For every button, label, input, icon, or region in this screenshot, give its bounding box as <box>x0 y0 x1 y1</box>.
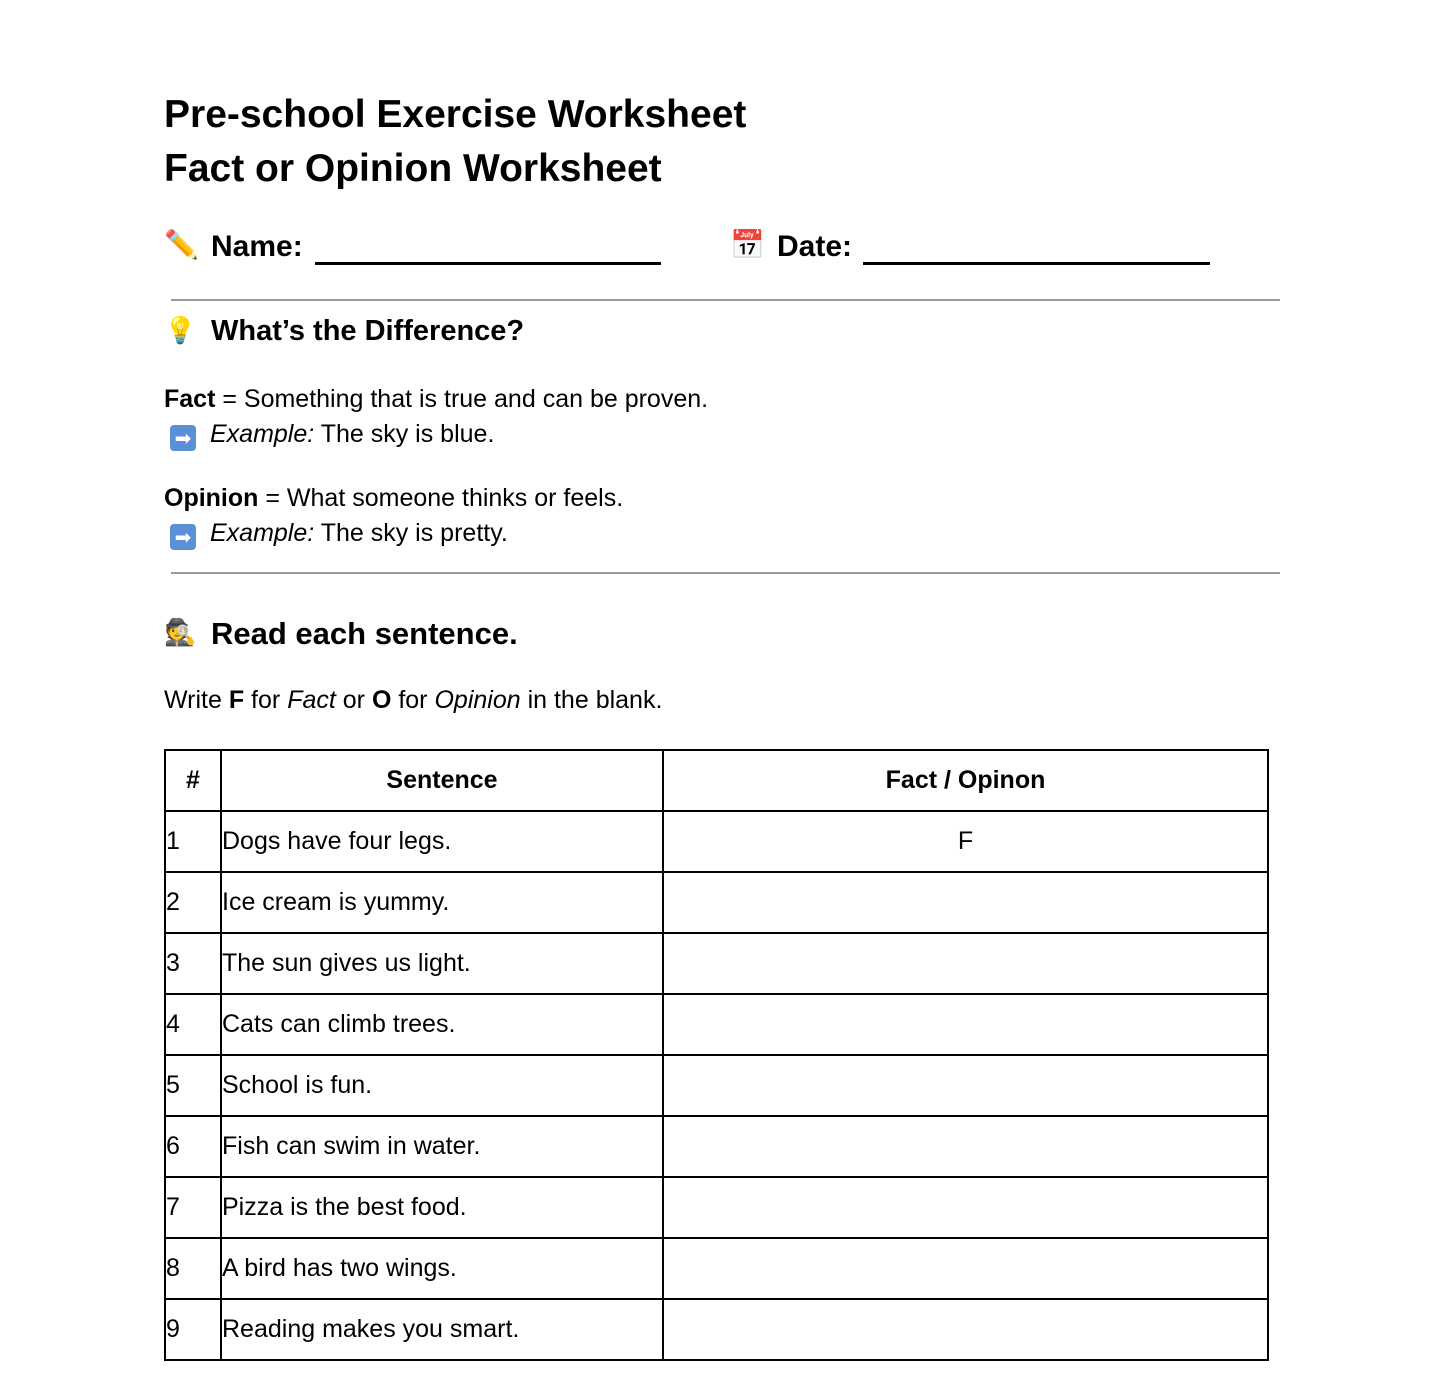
instr-text: for <box>244 686 288 714</box>
row-number: 8 <box>165 1238 221 1299</box>
row-number: 1 <box>165 811 221 872</box>
row-number: 6 <box>165 1116 221 1177</box>
row-answer-cell[interactable] <box>663 1177 1268 1238</box>
row-sentence: Ice cream is yummy. <box>221 872 663 933</box>
divider <box>171 299 1280 301</box>
instr-o: O <box>371 686 392 714</box>
example-label: Example: <box>210 420 315 448</box>
pencil-icon: ✏️ <box>164 229 199 260</box>
instructions <box>164 686 662 715</box>
title-line-2: Fact or Opinion Worksheet <box>164 147 662 190</box>
fact-definition-text: = Something that is true and can be proven. <box>215 385 709 413</box>
row-sentence: Pizza is the best food. <box>221 1177 663 1238</box>
row-sentence: A bird has two wings. <box>221 1238 663 1299</box>
table-row <box>165 872 1268 933</box>
table-row <box>165 811 1268 872</box>
table-row <box>165 1116 1268 1177</box>
right-arrow-icon: ➡ <box>170 524 196 550</box>
opinion-example-text: The sky is pretty. <box>314 519 508 547</box>
row-answer-cell[interactable] <box>663 872 1268 933</box>
detective-icon: 🕵️ <box>164 617 197 647</box>
column-header-number: # <box>165 750 221 811</box>
row-number: 2 <box>165 872 221 933</box>
table-row <box>165 994 1268 1055</box>
date-label: Date: <box>777 230 853 263</box>
row-number: 4 <box>165 994 221 1055</box>
row-sentence: The sun gives us light. <box>221 933 663 994</box>
opinion-example <box>164 519 508 550</box>
name-date-row <box>164 226 1284 270</box>
table-row <box>165 1299 1268 1360</box>
fact-definition <box>164 385 708 414</box>
table-row <box>165 1177 1268 1238</box>
sentence-table <box>164 749 1269 1361</box>
fact-example <box>164 420 494 451</box>
row-sentence: Cats can climb trees. <box>221 994 663 1055</box>
row-answer-cell[interactable] <box>663 994 1268 1055</box>
row-sentence: Reading makes you smart. <box>221 1299 663 1360</box>
row-answer-cell[interactable] <box>663 933 1268 994</box>
column-header-sentence: Sentence <box>221 750 663 811</box>
table-row <box>165 933 1268 994</box>
title-line-1: Pre-school Exercise Worksheet <box>164 93 747 136</box>
calendar-icon: 📅 <box>730 229 765 260</box>
row-answer-cell[interactable] <box>663 1055 1268 1116</box>
right-arrow-icon: ➡ <box>170 425 196 451</box>
row-answer-cell[interactable]: F <box>663 811 1268 872</box>
fact-example-text: The sky is blue. <box>314 420 495 448</box>
date-blank[interactable] <box>863 262 1210 265</box>
opinion-term: Opinion <box>164 484 259 512</box>
row-sentence: School is fun. <box>221 1055 663 1116</box>
table-row <box>165 1055 1268 1116</box>
row-answer-cell[interactable] <box>663 1238 1268 1299</box>
row-answer-cell[interactable] <box>663 1116 1268 1177</box>
light-bulb-icon: 💡 <box>164 315 197 345</box>
opinion-definition-text: = What someone thinks or feels. <box>258 484 624 512</box>
instr-text: for <box>391 686 435 714</box>
row-number: 7 <box>165 1177 221 1238</box>
instr-text: Write <box>164 686 229 714</box>
name-label: Name: <box>211 230 303 263</box>
instr-fact: Fact <box>287 686 336 714</box>
column-header-answer: Fact / Opinon <box>663 750 1268 811</box>
exercise-heading: Read each sentence. <box>211 616 518 651</box>
difference-heading: What’s the Difference? <box>211 315 525 347</box>
row-number: 9 <box>165 1299 221 1360</box>
table-row <box>165 1238 1268 1299</box>
name-blank[interactable] <box>315 262 661 265</box>
divider <box>171 572 1280 574</box>
row-sentence: Dogs have four legs. <box>221 811 663 872</box>
page-title <box>164 88 746 196</box>
row-number: 5 <box>165 1055 221 1116</box>
instr-text: or <box>335 686 372 714</box>
opinion-definition <box>164 484 623 513</box>
table-header-row <box>165 750 1268 811</box>
row-sentence: Fish can swim in water. <box>221 1116 663 1177</box>
fact-term: Fact <box>164 385 216 413</box>
row-number: 3 <box>165 933 221 994</box>
instr-f: F <box>228 686 245 714</box>
instr-text: in the blank. <box>520 686 663 714</box>
example-label: Example: <box>210 519 315 547</box>
instr-opinion: Opinion <box>434 686 521 714</box>
row-answer-cell[interactable] <box>663 1299 1268 1360</box>
